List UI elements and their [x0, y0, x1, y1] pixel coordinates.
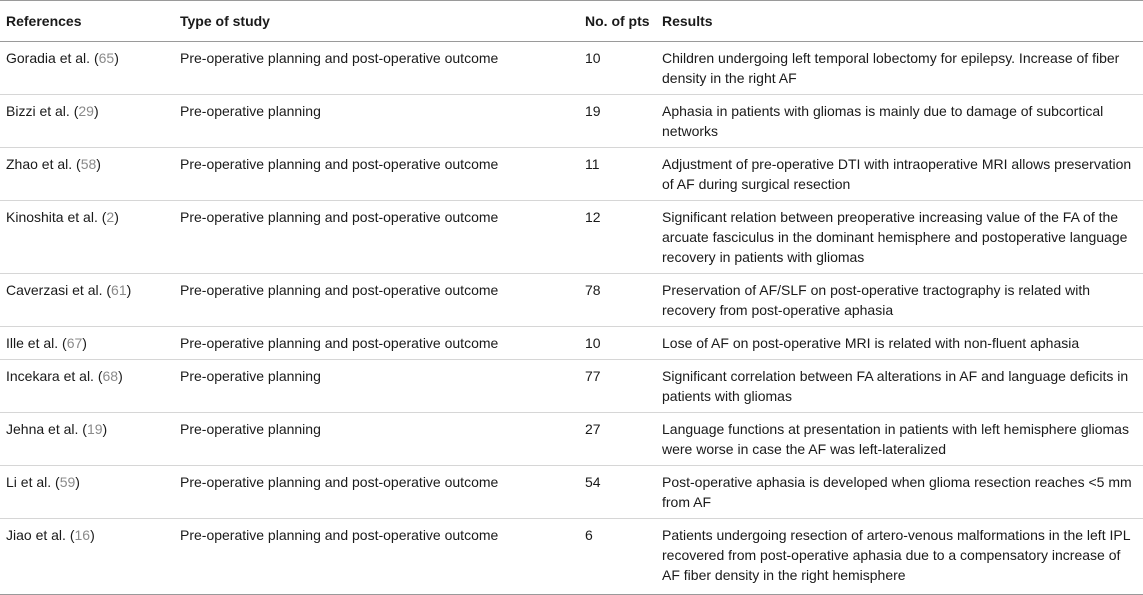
reference-link[interactable]: 58	[80, 156, 97, 172]
result-cell: Lose of AF on post-operative MRI is related with non-fluent aphasia	[662, 327, 1143, 360]
paren: )	[102, 421, 108, 437]
reference-cell	[0, 413, 180, 466]
pts-cell: 54	[585, 466, 662, 519]
author: Goradia et al. (	[6, 50, 99, 66]
type-cell: Pre-operative planning and post-operative outcome	[180, 466, 585, 519]
result-cell: Significant relation between preoperative increasing value of the FA of the arcuate fasciculus in the dominant hemisphere and postoperative language recovery in patients with gliomas	[662, 201, 1143, 274]
result-cell: Language functions at presentation in patients with left hemisphere gliomas were worse in case the AF was left-lateralized	[662, 413, 1143, 466]
reference-cell	[0, 466, 180, 519]
result-cell: Adjustment of pre-operative DTI with intraoperative MRI allows preservation of AF during surgical resection	[662, 148, 1143, 201]
paren: )	[96, 156, 101, 172]
type-cell: Pre-operative planning	[180, 360, 585, 413]
pts-cell: 77	[585, 360, 662, 413]
table-row	[0, 274, 1143, 327]
author: Caverzasi et al. (	[6, 282, 112, 298]
result-cell: Significant correlation between FA alterations in AF and language deficits in patients with gliomas	[662, 360, 1143, 413]
table-row	[0, 327, 1143, 360]
pts-cell: 27	[585, 413, 662, 466]
table-header	[0, 1, 1143, 42]
header-row	[0, 1, 1143, 42]
pts-cell: 6	[585, 519, 662, 595]
paren: )	[118, 368, 123, 384]
reference-link[interactable]: 67	[66, 335, 83, 351]
reference-cell	[0, 95, 180, 148]
reference-link[interactable]: 16	[74, 527, 91, 543]
reference-cell	[0, 519, 180, 595]
table-row	[0, 519, 1143, 595]
pts-cell: 19	[585, 95, 662, 148]
header-no-of-pts: No. of pts	[585, 1, 662, 42]
author: Bizzi et al. (	[6, 103, 79, 119]
author: Zhao et al. (	[6, 156, 81, 172]
header-references: References	[0, 1, 180, 42]
paren: )	[75, 474, 80, 490]
paren: )	[93, 103, 99, 119]
pts-cell: 78	[585, 274, 662, 327]
reference-link[interactable]: 68	[102, 368, 119, 384]
reference-cell	[0, 360, 180, 413]
reference-link[interactable]: 2	[106, 209, 115, 225]
reference-link[interactable]: 29	[78, 103, 94, 119]
reference-link[interactable]: 65	[98, 50, 115, 66]
table-row	[0, 42, 1143, 95]
author: Jehna et al. (	[6, 421, 87, 437]
author: Incekara et al. (	[6, 368, 103, 384]
header-results: Results	[662, 1, 1143, 42]
author: Kinoshita et al. (	[6, 209, 107, 225]
author: Ille et al. (	[6, 335, 67, 351]
result-cell: Post-operative aphasia is developed when glioma resection reaches <5 mm from AF	[662, 466, 1143, 519]
type-cell: Pre-operative planning and post-operative outcome	[180, 274, 585, 327]
table-row	[0, 413, 1143, 466]
table-row	[0, 466, 1143, 519]
pts-cell: 11	[585, 148, 662, 201]
pts-cell: 10	[585, 42, 662, 95]
type-cell: Pre-operative planning and post-operative outcome	[180, 327, 585, 360]
type-cell: Pre-operative planning	[180, 413, 585, 466]
reference-cell	[0, 148, 180, 201]
header-type-of-study: Type of study	[180, 1, 585, 42]
result-cell: Aphasia in patients with gliomas is mainly due to damage of subcortical networks	[662, 95, 1143, 148]
table-row	[0, 201, 1143, 274]
paren: )	[114, 209, 119, 225]
type-cell: Pre-operative planning and post-operative outcome	[180, 519, 585, 595]
pts-cell: 12	[585, 201, 662, 274]
paren: )	[126, 282, 132, 298]
reference-link[interactable]: 61	[111, 282, 127, 298]
reference-cell	[0, 274, 180, 327]
reference-link[interactable]: 59	[59, 474, 76, 490]
paren: )	[114, 50, 119, 66]
author: Li et al. (	[6, 474, 60, 490]
table-row	[0, 360, 1143, 413]
result-cell: Preservation of AF/SLF on post-operative tractography is related with recovery from post-operative aphasia	[662, 274, 1143, 327]
result-cell: Children undergoing left temporal lobectomy for epilepsy. Increase of fiber density in the right AF	[662, 42, 1143, 95]
reference-link[interactable]: 19	[86, 421, 103, 437]
paren: )	[90, 527, 95, 543]
reference-cell	[0, 42, 180, 95]
reference-cell	[0, 201, 180, 274]
result-cell: Patients undergoing resection of artero-venous malformations in the left IPL recovered from post-operative aphasia due to a compensatory increase of AF fiber density in the right hemisphere	[662, 519, 1143, 595]
paren: )	[82, 335, 87, 351]
reference-cell	[0, 327, 180, 360]
table-row	[0, 148, 1143, 201]
type-cell: Pre-operative planning	[180, 95, 585, 148]
table-body	[0, 42, 1143, 595]
type-cell: Pre-operative planning and post-operative outcome	[180, 201, 585, 274]
table-row	[0, 95, 1143, 148]
pts-cell: 10	[585, 327, 662, 360]
type-cell: Pre-operative planning and post-operative outcome	[180, 42, 585, 95]
author: Jiao et al. (	[6, 527, 75, 543]
type-cell: Pre-operative planning and post-operative outcome	[180, 148, 585, 201]
